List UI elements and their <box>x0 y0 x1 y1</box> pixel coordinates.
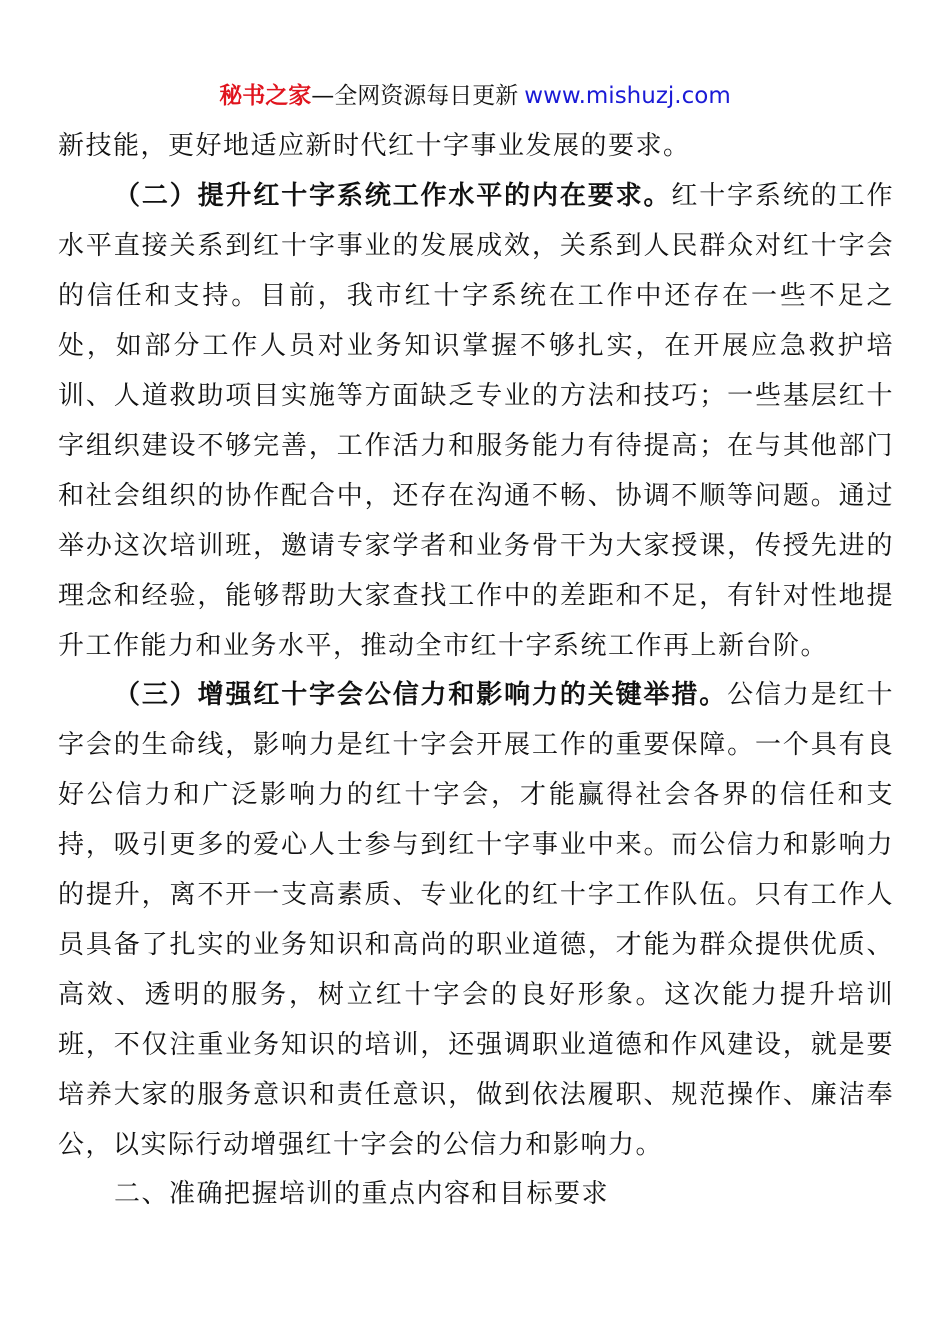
section-paragraph-2 <box>58 171 894 671</box>
site-url-link[interactable]: www.mishuzj.com <box>524 83 731 109</box>
section-body: 公信力是红十字会的生命线，影响力是红十字会开展工作的重要保障。一个具有良好公信力和广泛影响力的红十字会，才能赢得社会各界的信任和支持，吸引更多的爱心人士参与到红十字事业中来。而公信力和影响力的提升，离不开一支高素质、专业化的红十字工作队伍。只有工作人员具备了扎实的业务知识和高尚的职业道德，才能为群众提供优质、高效、透明的服务，树立红十字会的良好形象。这次能力提升培训班，不仅注重业务知识的培训，还强调职业道德和作风建设，就是要培养大家的服务意识和责任意识，做到依法履职、规范操作、廉洁奉公，以实际行动增强红十字会的公信力和影响力。 <box>58 680 894 1160</box>
paragraph-text: 新技能，更好地适应新时代红十字事业发展的要求。 <box>58 131 691 161</box>
section-paragraph-3 <box>58 670 894 1170</box>
paragraph-continuation <box>58 121 894 171</box>
section-heading: （三）增强红十字会公信力和影响力的关键举措。 <box>114 680 728 710</box>
paragraph-text <box>58 670 894 1170</box>
chapter-heading-block <box>58 1169 894 1219</box>
section-heading: （二）提升红十字系统工作水平的内在要求。 <box>114 181 672 211</box>
site-header <box>0 80 950 112</box>
section-body: 红十字系统的工作水平直接关系到红十字事业的发展成效，关系到人民群众对红十字会的信任和支持。目前，我市红十字系统在工作中还存在一些不足之处，如部分工作人员对业务知识掌握不够扎实，在开展应急救护培训、人道救助项目实施等方面缺乏专业的方法和技巧；一些基层红十字组织建设不够完善，工作活力和服务能力有待提高；在与其他部门和社会组织的协作配合中，还存在沟通不畅、协调不顺等问题。通过举办这次培训班，邀请专家学者和业务骨干为大家授课，传授先进的理念和经验，能够帮助大家查找工作中的差距和不足，有针对性地提升工作能力和业务水平，推动全市红十字系统工作再上新台阶。 <box>58 181 894 661</box>
header-tagline: —全网资源每日更新 <box>311 83 519 109</box>
brand-name: 秘书之家 <box>219 83 312 109</box>
paragraph-text <box>58 171 894 671</box>
chapter-heading: 二、准确把握培训的重点内容和目标要求 <box>114 1179 610 1209</box>
